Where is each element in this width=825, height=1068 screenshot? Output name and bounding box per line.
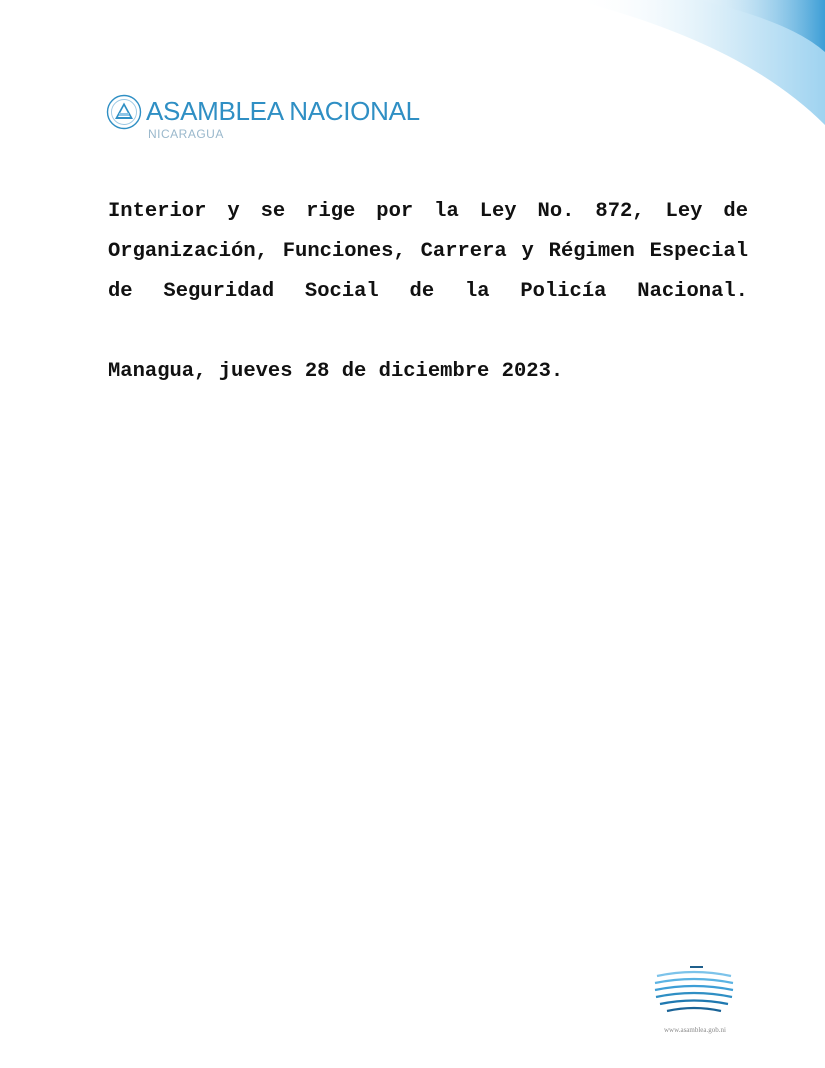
organization-country: NICARAGUA — [148, 127, 224, 141]
nicaragua-coat-of-arms-icon — [106, 94, 142, 130]
footer-website-url: www.asamblea.gob.ni — [664, 1026, 726, 1034]
parliament-hemicycle-icon — [652, 964, 736, 1016]
document-body — [108, 192, 748, 392]
closing-date-line: Managua, jueves 28 de diciembre 2023. — [108, 360, 564, 383]
paragraph-line-2: Organización, Funciones, Carrera y Régimen Especial — [108, 240, 748, 263]
body-paragraph — [108, 192, 748, 312]
paragraph-line-3: de Seguridad Social de la Policía Nacional. — [108, 280, 748, 303]
organization-name: ASAMBLEA NACIONAL — [146, 96, 420, 126]
paragraph-line-1: Interior y se rige por la Ley No. 872, Ley de — [108, 200, 748, 223]
